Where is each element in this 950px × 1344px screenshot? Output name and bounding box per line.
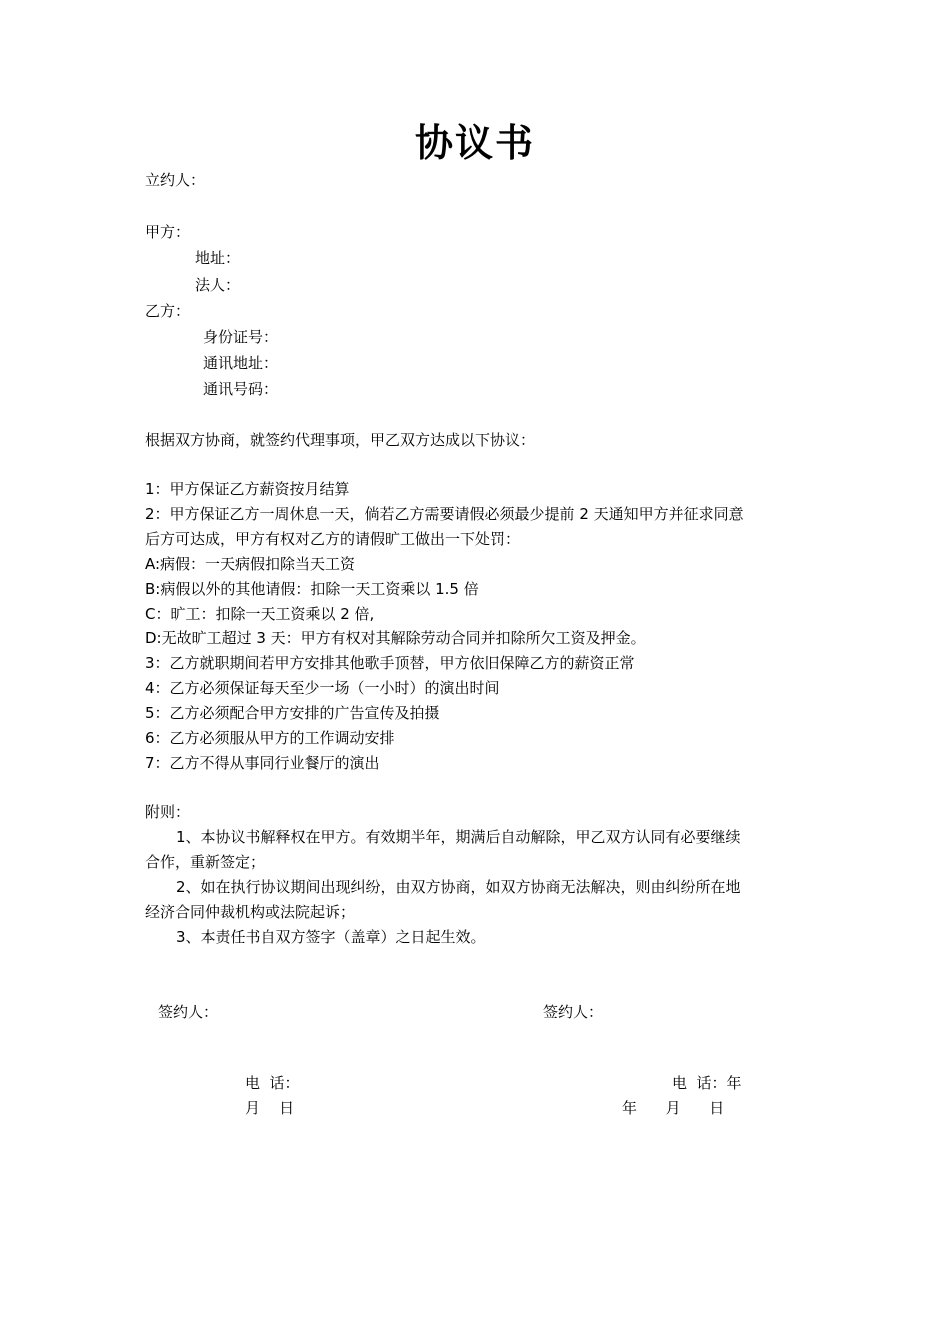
appendix-line: 3、本责任书自双方签字（盖章）之日起生效。	[176, 928, 486, 946]
appendix-line: 合作，重新签定；	[145, 853, 266, 871]
appendix-label: 附则：	[145, 803, 191, 821]
phone-right: 电 话：年	[672, 1074, 742, 1092]
preamble: 根据双方协商，就签约代理事项，甲乙双方达成以下协议：	[145, 431, 536, 449]
clause: B:病假以外的其他请假：扣除一天工资乘以 1.5 倍	[145, 580, 479, 598]
signer-left: 签约人：	[158, 1003, 219, 1021]
party-b-id: 身份证号：	[203, 328, 279, 346]
party-a-label: 甲方：	[145, 223, 191, 241]
date-right: 年 月 日	[622, 1099, 725, 1117]
party-intro: 立约人：	[145, 171, 206, 189]
signer-right: 签约人：	[543, 1003, 604, 1021]
party-b-address: 通讯地址：	[203, 354, 279, 372]
clause: 6：乙方必须服从甲方的工作调动安排	[145, 729, 395, 747]
clause: 2：甲方保证乙方一周休息一天，倘若乙方需要请假必须最少提前 2 天通知甲方并征求同意	[145, 505, 744, 523]
party-a-address: 地址：	[195, 249, 241, 267]
clause: 4：乙方必须保证每天至少一场（一小时）的演出时间	[145, 679, 500, 697]
appendix-line: 2、如在执行协议期间出现纠纷，由双方协商，如双方协商无法解决，则由纠纷所在地	[176, 878, 741, 896]
clause: 3：乙方就职期间若甲方安排其他歌手顶替，甲方依旧保障乙方的薪资正常	[145, 654, 635, 672]
clause: 7：乙方不得从事同行业餐厅的演出	[145, 754, 380, 772]
appendix-line: 1、本协议书解释权在甲方。有效期半年，期满后自动解除，甲乙双方认同有必要继续	[176, 828, 741, 846]
party-a-legal-person: 法人：	[195, 276, 241, 294]
party-b-label: 乙方：	[145, 302, 191, 320]
clause: 1：甲方保证乙方薪资按月结算	[145, 480, 350, 498]
appendix-line: 经济合同仲裁机构或法院起诉；	[145, 903, 356, 921]
clause: 后方可达成，甲方有权对乙方的请假旷工做出一下处罚：	[145, 530, 521, 548]
document-title: 协议书	[414, 121, 535, 165]
party-b-phone: 通讯号码：	[203, 380, 279, 398]
phone-left: 电 话：	[245, 1074, 300, 1092]
clause: A:病假：一天病假扣除当天工资	[145, 555, 356, 573]
clause: C：旷工：扣除一天工资乘以 2 倍,	[145, 605, 375, 623]
clause: D:无故旷工超过 3 天：甲方有权对其解除劳动合同并扣除所欠工资及押金。	[145, 629, 646, 647]
date-left: 月 日	[245, 1099, 295, 1117]
clause: 5：乙方必须配合甲方安排的广告宣传及拍摄	[145, 704, 440, 722]
